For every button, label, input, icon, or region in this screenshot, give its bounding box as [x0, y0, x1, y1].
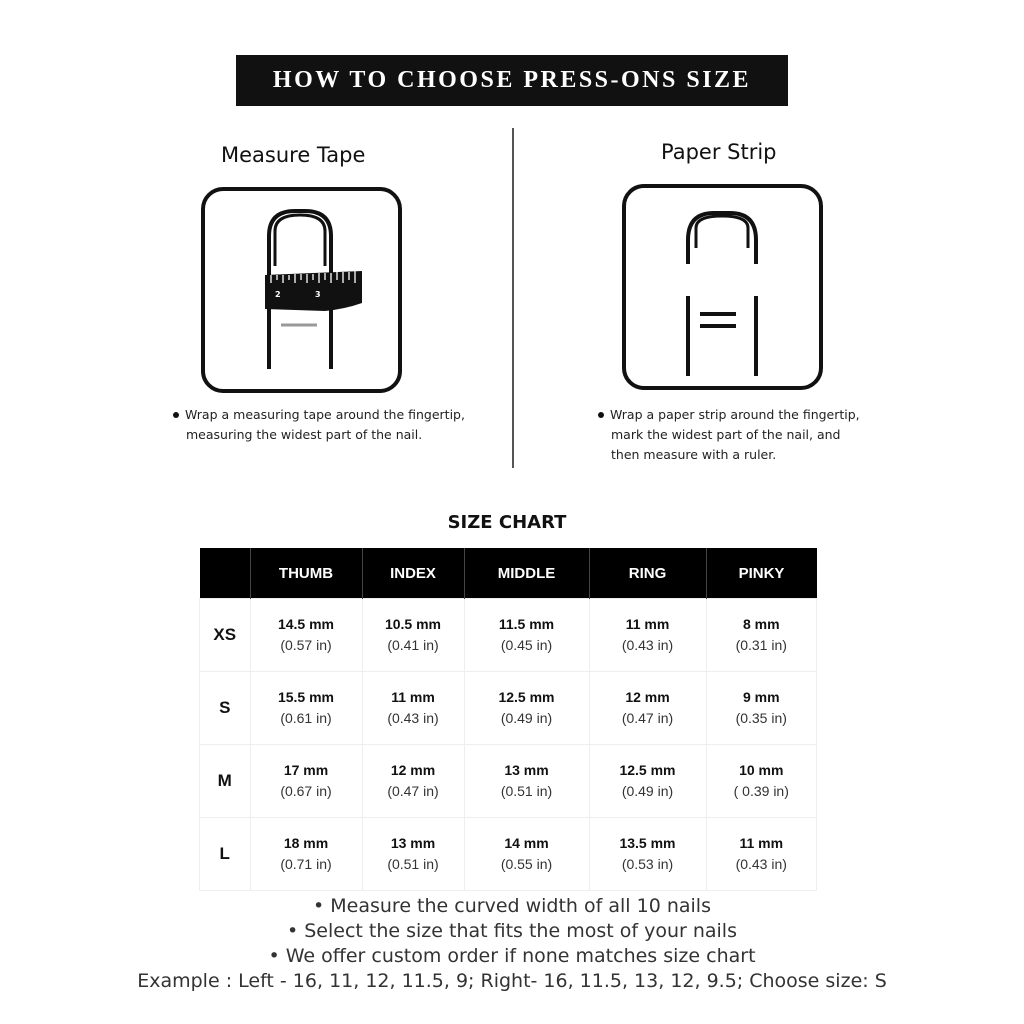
cell-in: (0.43 in) — [735, 856, 787, 872]
size-notes — [0, 894, 1024, 994]
cell-in: (0.47 in) — [621, 710, 674, 726]
table-cell — [250, 672, 362, 745]
cell-in: (0.49 in) — [500, 710, 553, 726]
column-header-ring: RING — [589, 548, 706, 599]
table-cell — [464, 599, 589, 672]
size-label-s: S — [200, 672, 251, 745]
paper-strip-illustration — [622, 184, 823, 390]
cell-in: (0.53 in) — [621, 856, 674, 872]
header-corner — [200, 548, 251, 599]
finger-with-paper-strip-icon — [626, 188, 819, 386]
cell-in: (0.71 in) — [280, 856, 332, 872]
table-cell — [362, 818, 464, 891]
cell-in: (0.31 in) — [735, 637, 787, 653]
table-cell — [250, 599, 362, 672]
measure-tape-description — [173, 405, 465, 445]
bullet-icon — [598, 412, 604, 418]
finger-with-measure-tape-icon — [205, 191, 398, 389]
cell-mm: 8 mm — [742, 616, 780, 632]
cell-in: (0.51 in) — [387, 856, 439, 872]
column-header-index: INDEX — [362, 548, 464, 599]
paper-strip-description — [598, 405, 860, 465]
cell-in: (0.47 in) — [387, 783, 439, 799]
cell-mm: 13.5 mm — [619, 835, 676, 851]
cell-in: (0.35 in) — [735, 710, 787, 726]
table-cell — [706, 818, 817, 891]
paper-strip-desc-line-1: Wrap a paper strip around the fingertip, — [610, 407, 860, 422]
cell-in: (0.57 in) — [280, 637, 332, 653]
cell-in: (0.51 in) — [500, 783, 553, 799]
size-label-m: M — [200, 745, 251, 818]
cell-mm: 12 mm — [390, 762, 436, 778]
column-header-middle: MIDDLE — [464, 548, 589, 599]
table-cell — [706, 672, 817, 745]
cell-mm: 10 mm — [739, 762, 784, 778]
table-cell — [362, 672, 464, 745]
table-cell — [464, 672, 589, 745]
cell-mm: 11.5 mm — [498, 616, 555, 632]
cell-mm: 12.5 mm — [498, 689, 555, 705]
table-cell — [250, 745, 362, 818]
cell-mm: 14 mm — [504, 835, 549, 851]
cell-in: (0.43 in) — [621, 637, 674, 653]
cell-in: (0.67 in) — [280, 783, 332, 799]
cell-mm: 13 mm — [504, 762, 549, 778]
column-header-thumb: THUMB — [250, 548, 362, 599]
cell-mm: 18 mm — [283, 835, 329, 851]
table-cell — [706, 745, 817, 818]
table-cell — [589, 818, 706, 891]
cell-mm: 14.5 mm — [277, 616, 335, 632]
tape-number-3: 3 — [315, 290, 321, 299]
example-line: Example : Left - 16, 11, 12, 11.5, 9; Right- 16, 11.5, 13, 12, 9.5; Choose size: S — [137, 970, 887, 992]
table-cell — [250, 818, 362, 891]
table-cell — [464, 745, 589, 818]
cell-in: (0.61 in) — [280, 710, 332, 726]
note-line-1: • Measure the curved width of all 10 nails — [313, 895, 711, 917]
table-cell — [589, 672, 706, 745]
cell-mm: 11 mm — [625, 616, 670, 632]
table-row — [200, 745, 817, 818]
measure-tape-title: Measure Tape — [221, 143, 366, 167]
cell-in: (0.45 in) — [500, 637, 553, 653]
cell-mm: 10.5 mm — [384, 616, 442, 632]
cell-mm: 13 mm — [390, 835, 436, 851]
cell-mm: 12.5 mm — [619, 762, 676, 778]
table-cell — [464, 818, 589, 891]
paper-strip-desc-line-3: then measure with a ruler. — [611, 447, 777, 462]
column-header-pinky: PINKY — [706, 548, 817, 599]
size-label-l: L — [200, 818, 251, 891]
measure-tape-desc-line-2: measuring the widest part of the nail. — [186, 427, 423, 442]
measure-tape-illustration — [201, 187, 402, 393]
paper-strip-desc-line-2: mark the widest part of the nail, and — [611, 427, 841, 442]
note-line-3: • We offer custom order if none matches size chart — [268, 945, 756, 967]
table-cell — [589, 745, 706, 818]
cell-in: (0.43 in) — [387, 710, 439, 726]
cell-in: (0.55 in) — [500, 856, 553, 872]
cell-in: (0.49 in) — [621, 783, 674, 799]
cell-mm: 12 mm — [625, 689, 670, 705]
paper-strip-title: Paper Strip — [661, 140, 777, 164]
cell-mm: 9 mm — [742, 689, 780, 705]
cell-mm: 15.5 mm — [277, 689, 335, 705]
size-label-xs: XS — [200, 599, 251, 672]
cell-mm: 11 mm — [739, 835, 784, 851]
cell-mm: 11 mm — [391, 689, 435, 705]
table-row — [200, 672, 817, 745]
cell-in: ( 0.39 in) — [733, 783, 789, 799]
table-cell — [706, 599, 817, 672]
table-row — [200, 599, 817, 672]
tape-number-2: 2 — [275, 290, 281, 299]
measure-tape-desc-line-1: Wrap a measuring tape around the fingertip, — [185, 407, 465, 422]
note-line-2: • Select the size that fits the most of your nails — [287, 920, 737, 942]
table-cell — [362, 745, 464, 818]
table-cell — [589, 599, 706, 672]
method-divider — [512, 128, 514, 468]
table-row — [200, 818, 817, 891]
cell-in: (0.41 in) — [387, 637, 439, 653]
size-chart-table — [199, 548, 817, 891]
table-cell — [362, 599, 464, 672]
size-chart-header-row — [200, 548, 817, 599]
cell-mm: 17 mm — [283, 762, 329, 778]
bullet-icon — [173, 412, 179, 418]
page-banner: HOW TO CHOOSE PRESS-ONS SIZE — [236, 55, 788, 106]
size-chart-title: SIZE CHART — [447, 512, 567, 533]
